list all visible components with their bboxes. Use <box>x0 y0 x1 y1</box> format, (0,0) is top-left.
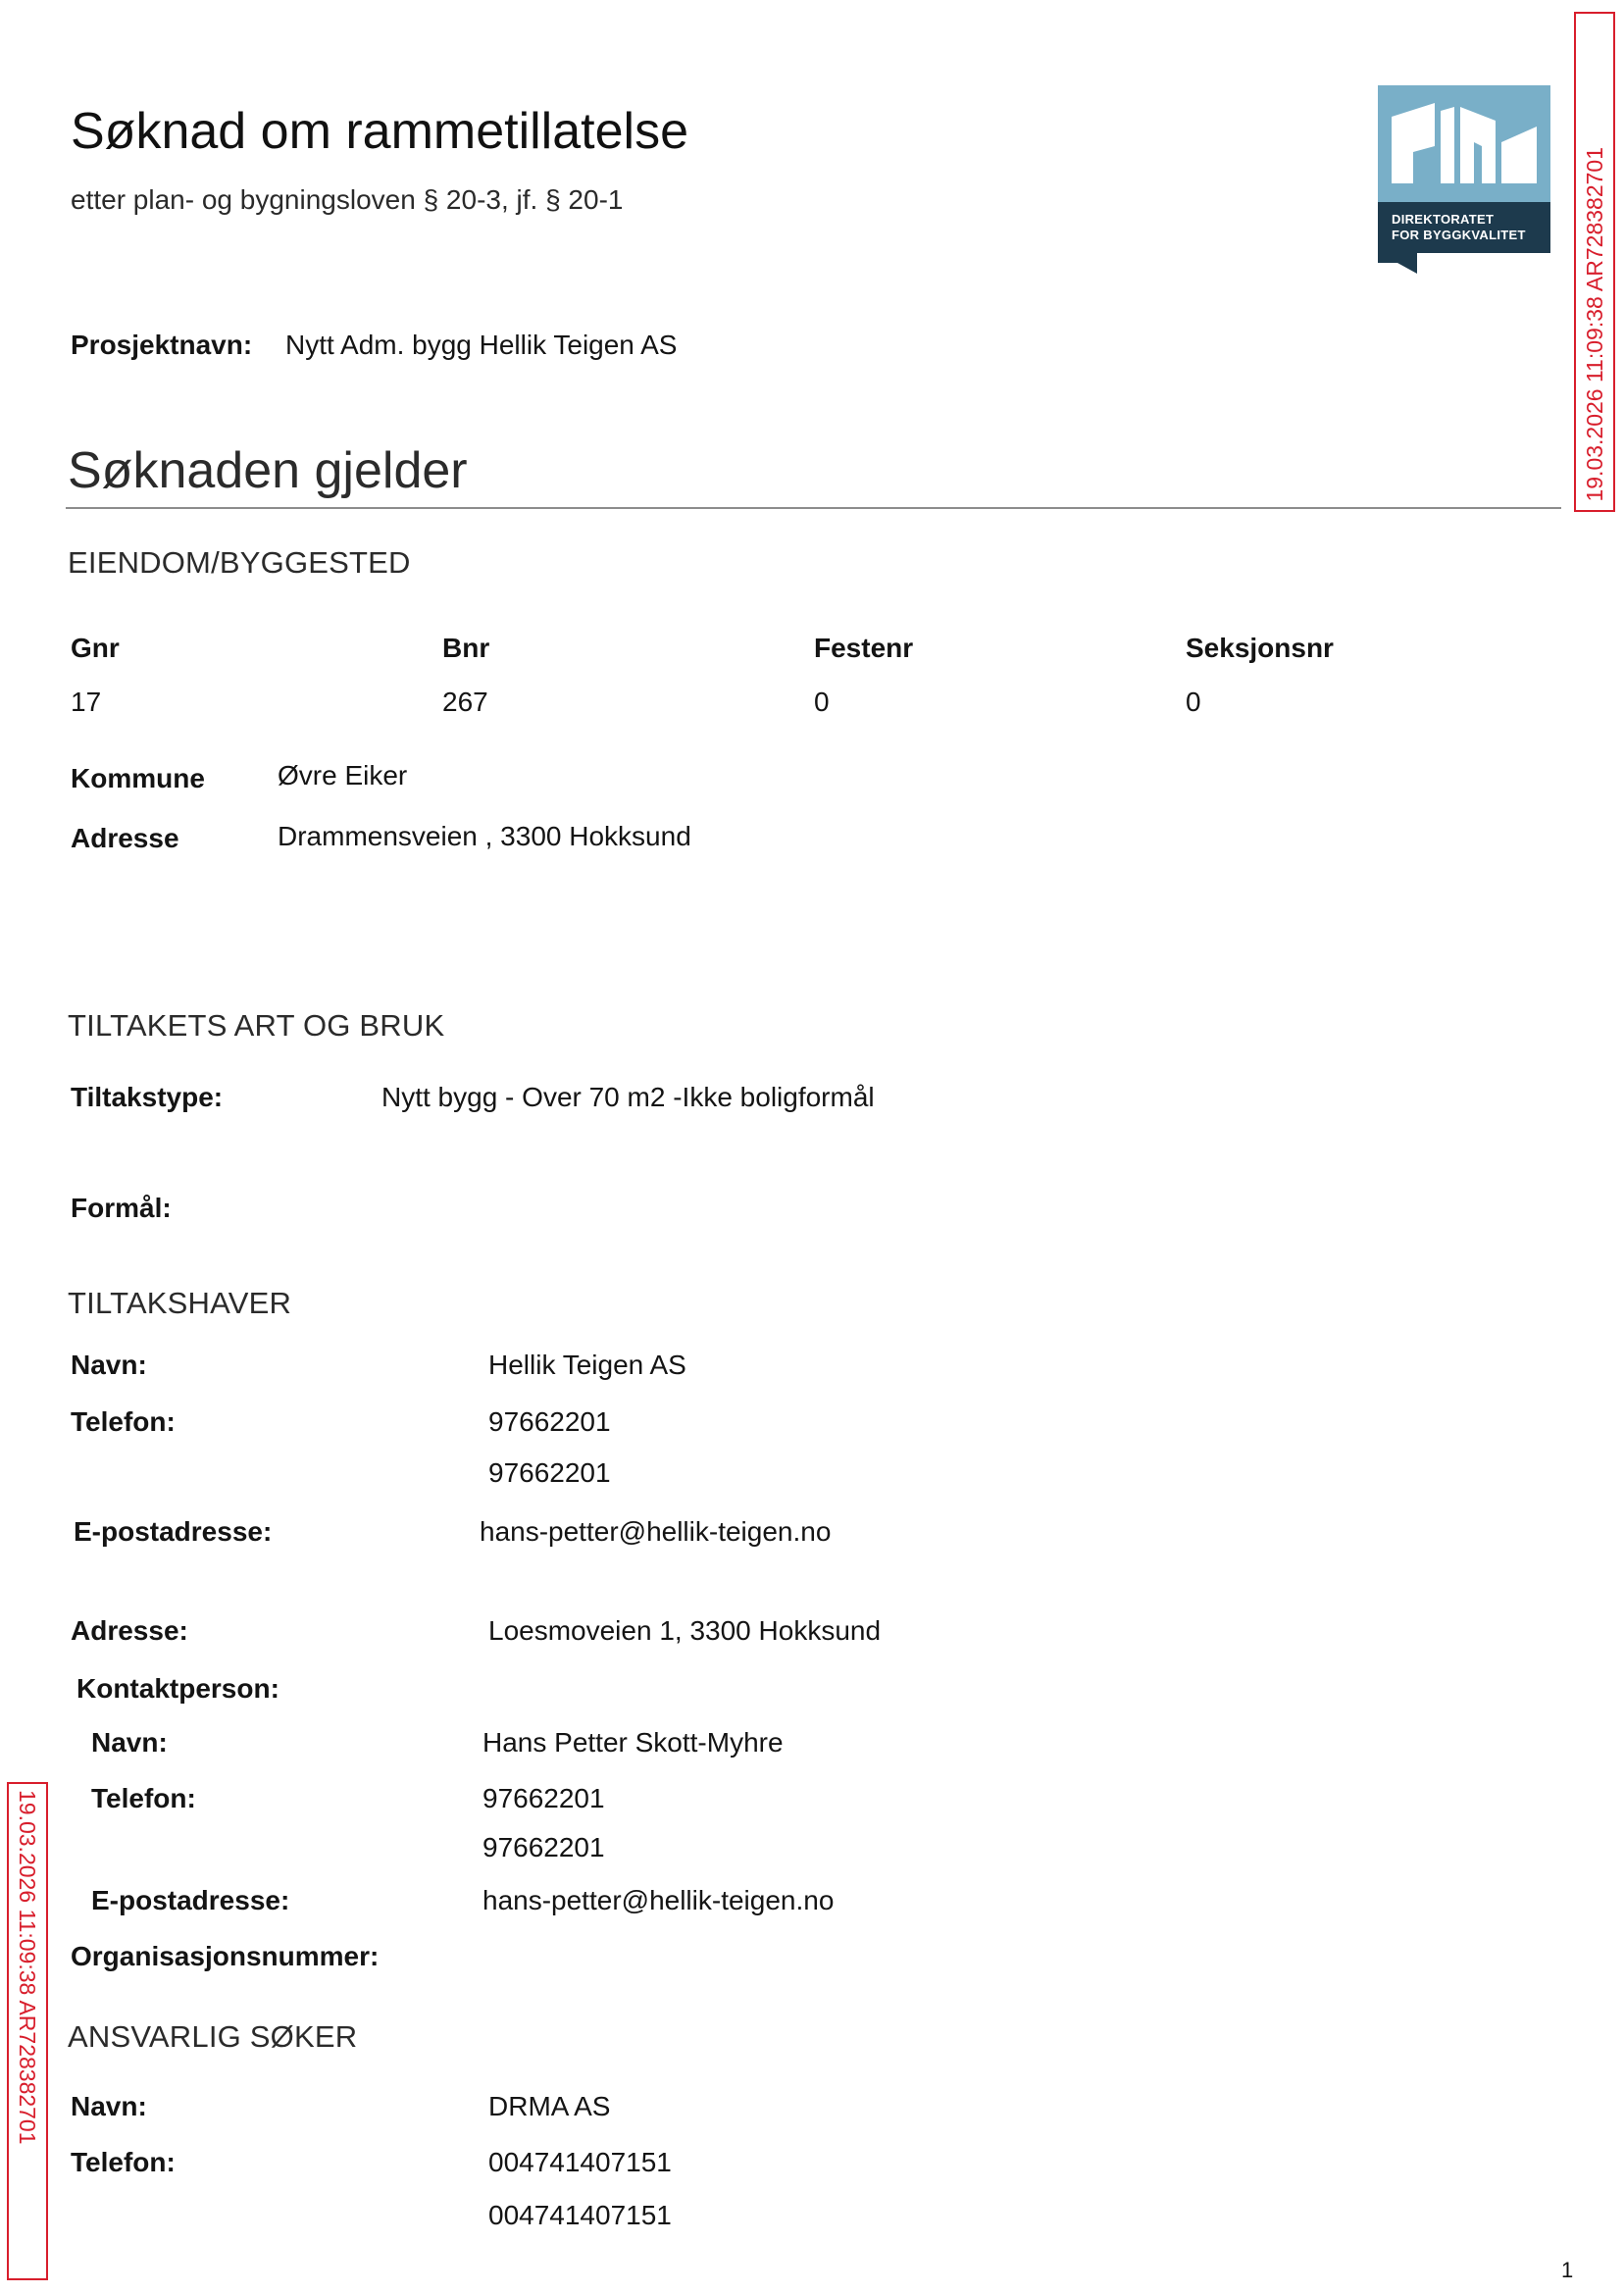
project-name-label: Prosjektnavn: <box>71 330 253 360</box>
measure-type-label: Tiltakstype: <box>71 1082 224 1112</box>
logo-pennant-icon <box>1378 253 1417 274</box>
contact-email-value: hans-petter@hellik-teigen.no <box>482 1885 835 1915</box>
applicant-phone-value: 004741407151 <box>488 2200 672 2230</box>
applicant-phone-label: Telefon: <box>71 2147 176 2177</box>
subsection-heading-measure: TILTAKETS ART OG BRUK <box>68 1008 445 1043</box>
org-number-label: Organisasjonsnummer: <box>71 1941 380 1971</box>
owner-phone-value: 97662201 <box>488 1406 611 1437</box>
owner-phone-label: Telefon: <box>71 1406 176 1437</box>
subsection-heading-owner: TILTAKSHAVER <box>68 1286 292 1320</box>
applicant-name-value: DRMA AS <box>488 2091 611 2121</box>
festenr-value: 0 <box>814 687 830 717</box>
applicant-phone-value: 004741407151 <box>488 2147 672 2177</box>
subsection-heading-property: EIENDOM/BYGGESTED <box>68 545 411 580</box>
contact-phone-label: Telefon: <box>91 1783 196 1813</box>
owner-email-label: E-postadresse: <box>74 1516 273 1547</box>
receipt-stamp-top <box>1574 12 1615 512</box>
receipt-stamp-bottom <box>7 1782 48 2280</box>
owner-address-value: Loesmoveien 1, 3300 Hokksund <box>488 1615 882 1646</box>
purpose-label: Formål: <box>71 1193 172 1223</box>
contact-phone-value: 97662201 <box>482 1832 605 1862</box>
bnr-label: Bnr <box>442 633 490 663</box>
receipt-stamp-text: 19.03.2026 11:09:38 AR728382701 <box>15 1790 40 2145</box>
section-divider <box>66 507 1561 509</box>
receipt-stamp-text: 19.03.2026 11:09:38 AR728382701 <box>1582 147 1607 502</box>
contact-person-label: Kontaktperson: <box>76 1673 279 1704</box>
property-address-label: Adresse <box>71 823 179 853</box>
owner-name-value: Hellik Teigen AS <box>488 1350 686 1380</box>
logo-text-line1: DIREKTORATET <box>1392 212 1495 227</box>
owner-address-label: Adresse: <box>71 1615 188 1646</box>
logo-text-line2: FOR BYGGKVALITET <box>1392 228 1526 242</box>
measure-type-value: Nytt bygg - Over 70 m2 -Ikke boligformål <box>381 1082 875 1112</box>
document-title: Søknad om rammetillatelse <box>71 103 688 160</box>
gnr-value: 17 <box>71 687 102 717</box>
dibk-logo <box>1378 85 1550 274</box>
kommune-value: Øvre Eiker <box>278 760 408 790</box>
bnr-value: 267 <box>442 687 488 717</box>
dibk-logo-mark <box>1378 85 1550 202</box>
gnr-label: Gnr <box>71 633 120 663</box>
owner-phone-value: 97662201 <box>488 1457 611 1488</box>
page-number: 1 <box>1561 2258 1574 2282</box>
kommune-label: Kommune <box>71 763 205 793</box>
project-name-value: Nytt Adm. bygg Hellik Teigen AS <box>285 330 678 360</box>
owner-email-value: hans-petter@hellik-teigen.no <box>480 1516 832 1547</box>
document-subtitle: etter plan- og bygningsloven § 20-3, jf. § 20-1 <box>71 184 624 215</box>
subsection-heading-applicant: ANSVARLIG SØKER <box>68 2019 358 2054</box>
contact-email-label: E-postadresse: <box>91 1885 290 1915</box>
contact-name-label: Navn: <box>91 1727 168 1758</box>
contact-name-value: Hans Petter Skott-Myhre <box>482 1727 784 1758</box>
contact-phone-value: 97662201 <box>482 1783 605 1813</box>
owner-name-label: Navn: <box>71 1350 147 1380</box>
seksjonsnr-label: Seksjonsnr <box>1186 633 1334 663</box>
applicant-name-label: Navn: <box>71 2091 147 2121</box>
section-heading-application: Søknaden gjelder <box>68 442 468 499</box>
seksjonsnr-value: 0 <box>1186 687 1201 717</box>
dibk-logo-band <box>1378 202 1550 253</box>
property-address-value: Drammensveien , 3300 Hokksund <box>278 821 691 851</box>
festenr-label: Festenr <box>814 633 914 663</box>
